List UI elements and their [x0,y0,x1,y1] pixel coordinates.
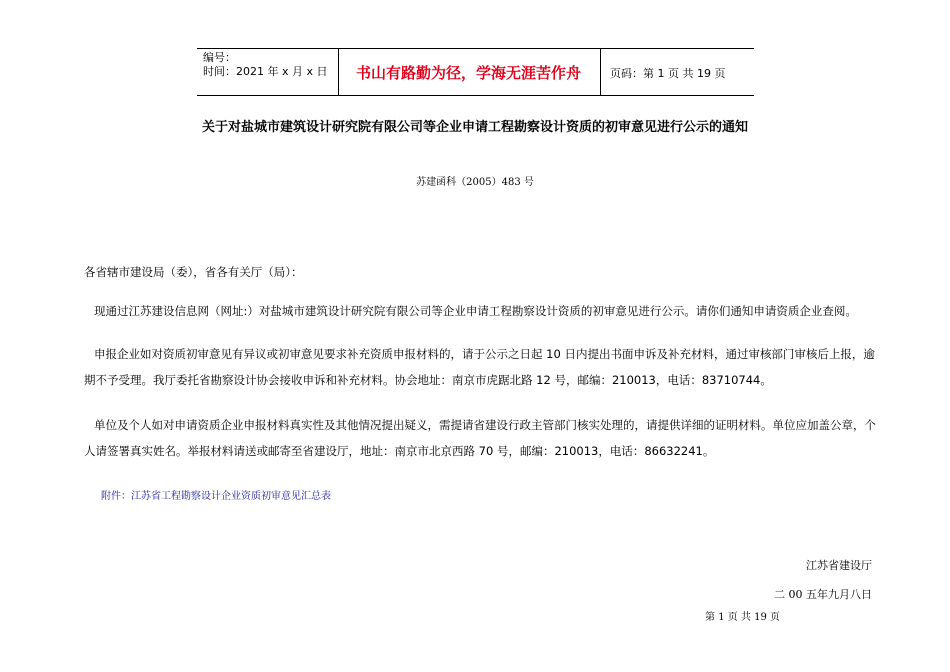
header-page-indicator: 页码：第 1 页 共 19 页 [610,67,726,80]
header-time-label: 时间：2021 年 x 月 x 日 [203,65,328,78]
header-meta [203,51,328,79]
header-number-label: 编号： [203,51,236,64]
attachment-link[interactable]: 附件：江苏省工程勘察设计企业资质初审意见汇总表 [101,491,331,502]
paragraph-publication: 现通过江苏建设信息网（网址:）对盐城市建筑设计研究院有限公司等企业申请工程勘察设计资质的初审意见进行公示。请你们通知申请资质企业查阅。 [94,304,857,318]
paragraph-appeal: 申报企业如对资质初审意见有异议或初审意见要求补充资质申报材料的，请于公示之日起 10 日内提出书面申诉及补充材料，通过审核部门审核后上报，逾期不予受理。我厅委托省勘察设计协会接收申诉和补充材料。协会地址：南京市虎踞北路 12 号，邮编：210013，电话：83710744。 [84,347,875,387]
document-title: 关于对盐城市建筑设计研究院有限公司等企业申请工程勘察设计资质的初审意见进行公示的通知 [201,120,748,135]
header-divider-left [338,48,339,95]
header-bottom-rule [197,95,754,96]
signature-date: 二 00 五年九月八日 [774,588,872,601]
document-number: 苏建函科（2005）483 号 [416,177,534,188]
page-footer: 第 1 页 共 19 页 [705,612,780,623]
signature-organization: 江苏省建设厅 [806,559,872,572]
paragraph-report: 单位及个人如对申请资质企业申报材料真实性及其他情况提出疑义，需提请省建设行政主管部门核实处理的，请提供详细的证明材料。单位应加盖公章，个人请签署真实姓名。举报材料请送或邮寄至省建设厅，地址：南京市北京西路 70 号，邮编：210013，电话：86632241。 [84,418,876,458]
header-top-rule [197,48,754,49]
header-motto: 书山有路勤为径，学海无涯苦作舟 [355,64,581,82]
header-divider-right [600,48,601,95]
salutation: 各省辖市建设局（委），省各有关厅（局）： [84,265,303,279]
